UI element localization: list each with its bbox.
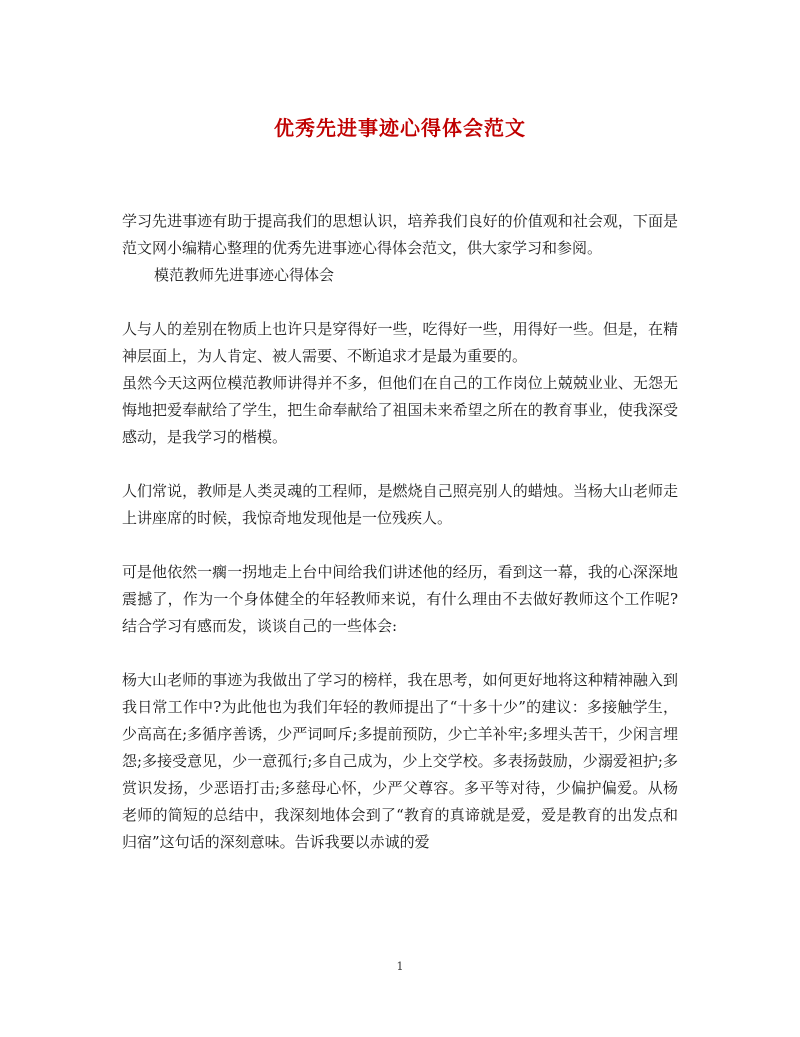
body-paragraph-5: 杨大山老师的事迹为我做出了学习的榜样，我在思考，如何更好地将这种精神融入到我日常工作中?为此他也为我们年轻的教师提出了“十多十少”的建议：多接触学生，少高高在;多循序善诱，少严词呵斥;多提前预防，少亡羊补牢;多埋头苦干，少闲言埋怨;多接受意见，少一意孤行;多自己成为，少上交学校。多表扬鼓励，少溺爱袒护;多赏识发扬，少恶语打击;多慈母心怀，少严父尊容。多平等对待，少偏护偏爱。从杨老师的简短的总结中，我深刻地体会到了“教育的真谛就是爱，爱是教育的出发点和归宿”这句话的深刻意味。告诉我要以赤诚的爱 <box>122 671 678 851</box>
section-subtitle: 模范教师先进事迹心得体会 <box>154 266 335 284</box>
spacer <box>122 451 678 478</box>
body-paragraph-4: 可是他依然一瘸一拐地走上台中间给我们讲述他的经历，看到这一幕，我的心深深地震撼了，作为一个身体健全的年轻教师来说，有什么理由不去做好教师这个工作呢?结合学习有感而发，谈谈自己的一些体会: <box>122 563 678 635</box>
document-title: 优秀先进事迹心得体会范文 <box>274 116 526 140</box>
spacer <box>122 640 678 667</box>
body-paragraph-1: 人与人的差别在物质上也许只是穿得好一些，吃得好一些，用得好一些。但是，在精神层面上，为人肯定、被人需要、不断追求才是最为重要的。 <box>122 320 678 365</box>
spacer <box>122 289 678 316</box>
document-body <box>122 208 678 856</box>
body-paragraph-2: 虽然今天这两位模范教师讲得并不多，但他们在自己的工作岗位上兢兢业业、无怨无悔地把爱奉献给了学生，把生命奉献给了祖国未来希望之所在的教育事业，使我深受感动，是我学习的楷模。 <box>122 374 678 446</box>
page-number: 1 <box>396 960 404 973</box>
intro-paragraph: 学习先进事迹有助于提高我们的思想认识，培养我们良好的价值观和社会观，下面是范文网小编精心整理的优秀先进事迹心得体会范文，供大家学习和参阅。 <box>122 212 678 257</box>
body-paragraph-3: 人们常说，教师是人类灵魂的工程师，是燃烧自己照亮别人的蜡烛。当杨大山老师走上讲座席的时候，我惊奇地发现他是一位残疾人。 <box>122 482 678 527</box>
spacer <box>122 532 678 559</box>
